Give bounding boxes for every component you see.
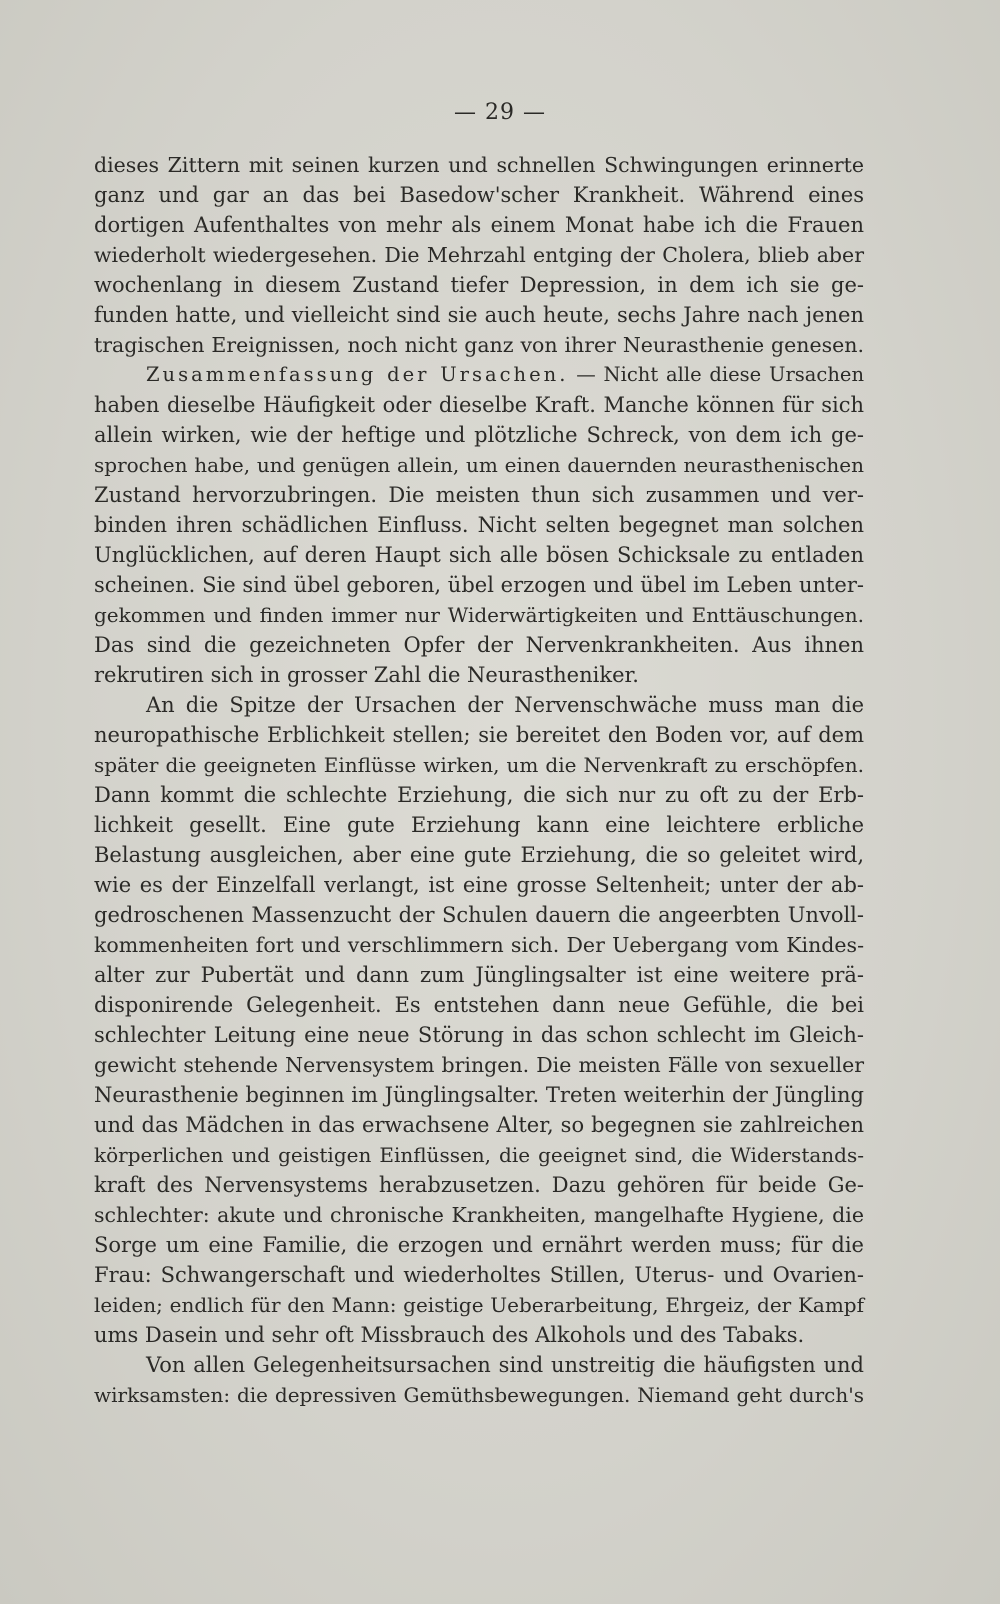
text-line: allein wirken, wie der heftige und plötzliche Schreck, von dem ich ge-	[94, 423, 864, 447]
text-line: lichkeit gesellt. Eine gute Erziehung kann eine leichtere erbliche	[94, 813, 864, 837]
text-line: kommenheiten fort und verschlimmern sich. Der Uebergang vom Kindes-	[94, 933, 864, 957]
text-line: ums Dasein und sehr oft Missbrauch des Alkohols und des Tabaks.	[94, 1323, 805, 1347]
section-heading: Zusammenfassung der Ursachen.	[146, 363, 569, 386]
page-number: — 29 —	[454, 100, 546, 125]
text-line: Belastung ausgleichen, aber eine gute Erziehung, die so geleitet wird,	[94, 843, 864, 867]
text-line: Neurasthenie beginnen im Jünglingsalter. Treten weiterhin der Jüngling	[94, 1083, 864, 1107]
text-line: körperlichen und geistigen Einflüssen, die geeignet sind, die Widerstands-	[94, 1143, 864, 1167]
text-line: alter zur Pubertät und dann zum Jünglingsalter ist eine weitere prä-	[94, 963, 864, 987]
text-line: und das Mädchen in das erwachsene Alter, so begegnen sie zahlreichen	[94, 1113, 864, 1137]
text-line: neuropathische Erblichkeit stellen; sie bereitet den Boden vor, auf dem	[94, 723, 864, 747]
text-line: tragischen Ereignissen, noch nicht ganz von ihrer Neurasthenie genesen.	[94, 333, 864, 357]
text-line: gekommen und finden immer nur Widerwärtigkeiten und Enttäuschungen.	[94, 603, 864, 627]
body-text	[94, 150, 864, 1410]
text-line: wirksamsten: die depressiven Gemüthsbewegungen. Niemand geht durch's	[94, 1383, 864, 1407]
heading-line	[94, 360, 864, 390]
text-line: schlechter: akute und chronische Krankheiten, mangelhafte Hygiene, die	[94, 1203, 864, 1227]
text-line: sprochen habe, und genügen allein, um einen dauernden neurasthenischen	[94, 453, 864, 477]
text-line: Das sind die gezeichneten Opfer der Nervenkrankheiten. Aus ihnen	[94, 633, 864, 657]
text-line: gedroschenen Massenzucht der Schulen dauern die angeerbten Unvoll-	[94, 903, 864, 927]
text-line: An die Spitze der Ursachen der Nervenschwäche muss man die	[146, 693, 864, 717]
text-line: Frau: Schwangerschaft und wiederholtes Stillen, Uterus- und Ovarien-	[94, 1263, 864, 1287]
text-line: Von allen Gelegenheitsursachen sind unstreitig die häufigsten und	[146, 1353, 864, 1377]
text-line: disponirende Gelegenheit. Es entstehen dann neue Gefühle, die bei	[94, 993, 864, 1017]
text-line: wiederholt wiedergesehen. Die Mehrzahl entging der Cholera, blieb aber	[94, 243, 864, 267]
text-line: später die geeigneten Einflüsse wirken, um die Nervenkraft zu erschöpfen.	[94, 753, 864, 777]
text-line: gewicht stehende Nervensystem bringen. Die meisten Fälle von sexueller	[94, 1053, 864, 1077]
text-line: ganz und gar an das bei Basedow'scher Krankheit. Während eines	[94, 183, 864, 207]
text-line: rekrutiren sich in grosser Zahl die Neurastheniker.	[94, 663, 639, 687]
text-line: kraft des Nervensystems herabzusetzen. Dazu gehören für beide Ge-	[94, 1173, 864, 1197]
text-line: scheinen. Sie sind übel geboren, übel erzogen und übel im Leben unter-	[94, 573, 864, 597]
text-line: funden hatte, und vielleicht sind sie auch heute, sechs Jahre nach jenen	[94, 303, 864, 327]
text-line: dortigen Aufenthaltes von mehr als einem Monat habe ich die Frauen	[94, 213, 864, 237]
text-line-fragment: — Nicht alle diese Ursachen	[576, 363, 865, 386]
text-line: haben dieselbe Häufigkeit oder dieselbe Kraft. Manche können für sich	[94, 393, 864, 417]
text-line: wochenlang in diesem Zustand tiefer Depression, in dem ich sie ge-	[94, 273, 864, 297]
text-line: wie es der Einzelfall verlangt, ist eine grosse Seltenheit; unter der ab-	[94, 873, 864, 897]
text-line: dieses Zittern mit seinen kurzen und schnellen Schwingungen erinnerte	[94, 153, 864, 177]
text-line: Zustand hervorzubringen. Die meisten thun sich zusammen und ver-	[94, 483, 864, 507]
text-line: Sorge um eine Familie, die erzogen und ernährt werden muss; für die	[94, 1233, 864, 1257]
text-line: schlechter Leitung eine neue Störung in das schon schlecht im Gleich-	[94, 1023, 864, 1047]
text-line: leiden; endlich für den Mann: geistige Ueberarbeitung, Ehrgeiz, der Kampf	[94, 1293, 864, 1317]
text-line: Dann kommt die schlechte Erziehung, die sich nur zu oft zu der Erb-	[94, 783, 864, 807]
text-line: Unglücklichen, auf deren Haupt sich alle bösen Schicksale zu entladen	[94, 543, 864, 567]
text-line: binden ihren schädlichen Einfluss. Nicht selten begegnet man solchen	[94, 513, 864, 537]
